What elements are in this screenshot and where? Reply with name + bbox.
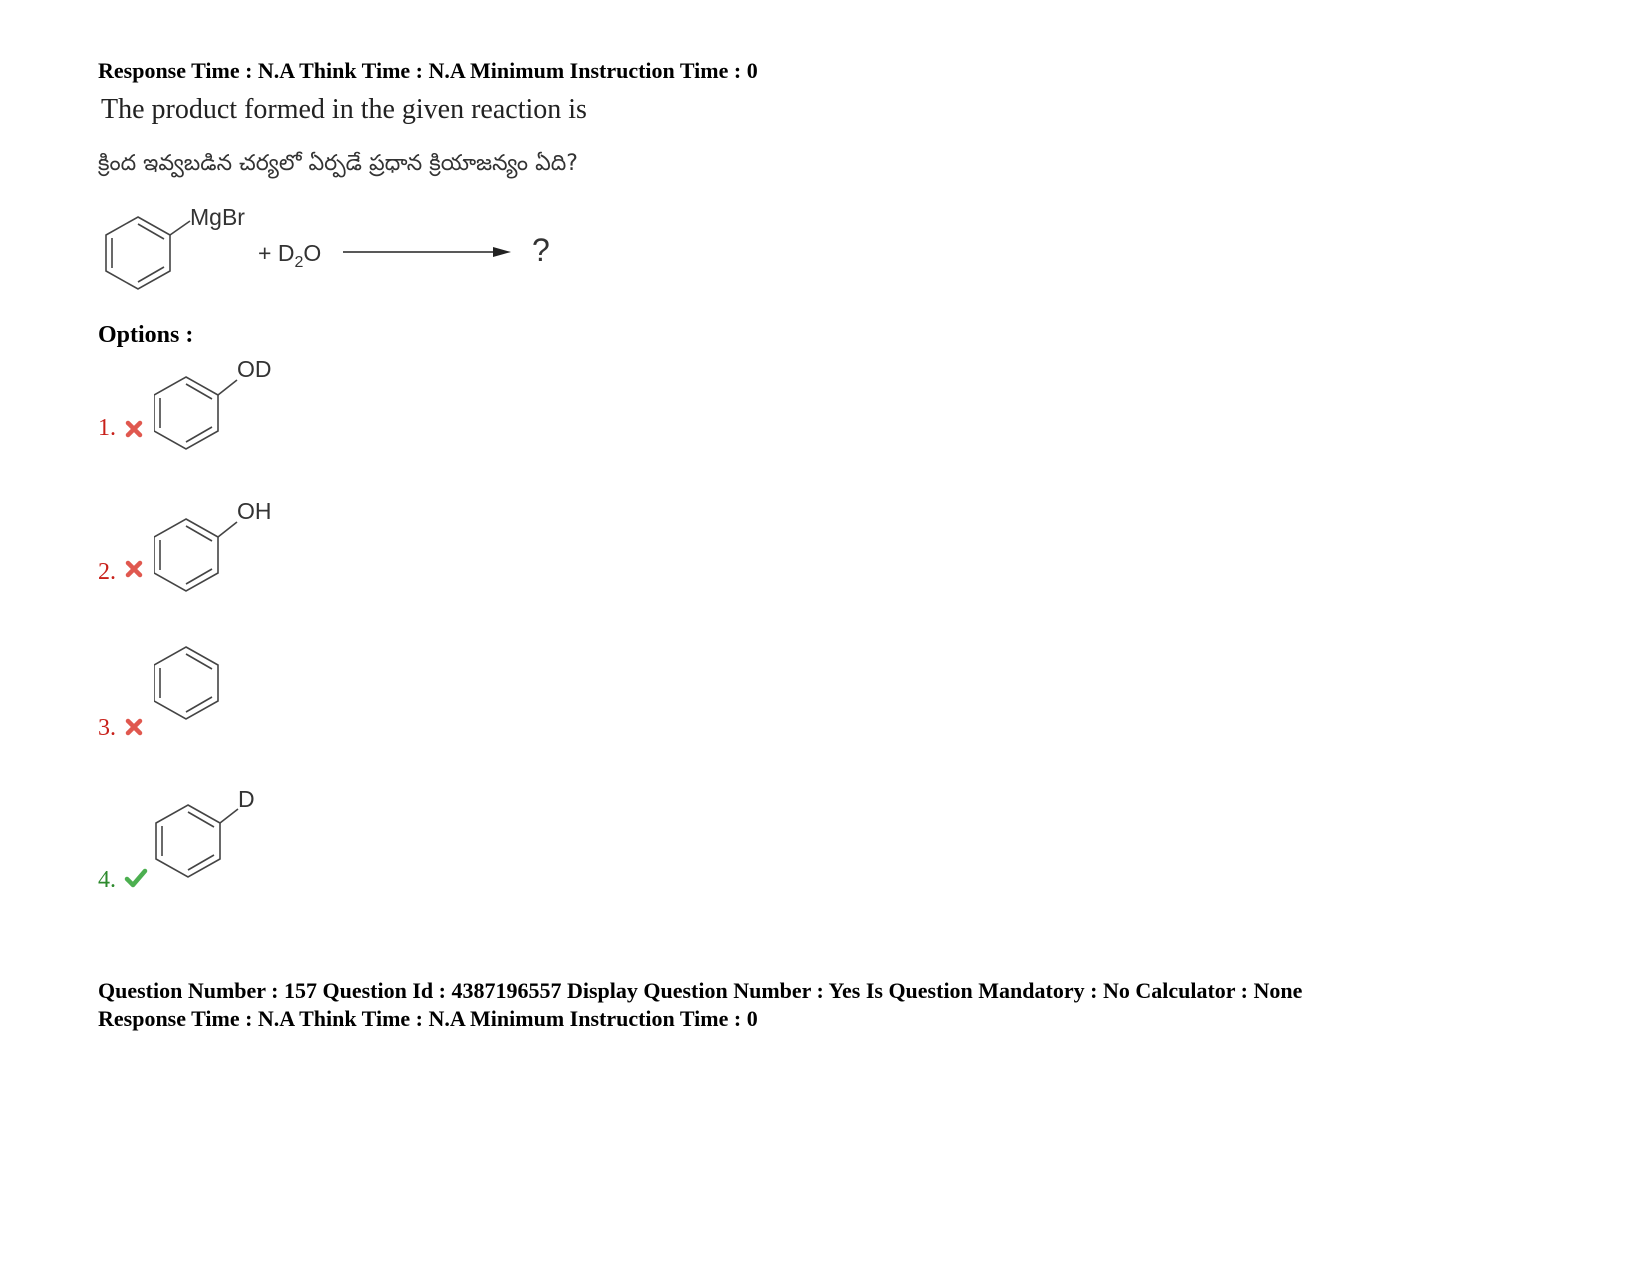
cross-icon <box>124 419 144 439</box>
product-unknown: ? <box>532 232 550 268</box>
option-4 <box>98 787 338 897</box>
cross-icon <box>124 559 144 579</box>
benzene-ring-reactant <box>106 217 190 289</box>
option-2 <box>98 499 338 609</box>
check-icon <box>124 867 148 889</box>
option-2-structure <box>154 499 324 599</box>
option-4-structure <box>154 787 324 887</box>
reaction-arrow-head <box>493 247 511 257</box>
timing-line-bottom: Response Time : N.A Think Time : N.A Minimum Instruction Time : 0 <box>98 1006 758 1031</box>
option-number: 2. <box>98 559 116 585</box>
option-4-substituent: D <box>238 787 255 812</box>
reactant-substituent: MgBr <box>190 205 245 230</box>
option-3 <box>98 645 338 755</box>
option-1-substituent: OD <box>237 356 272 382</box>
reaction-scheme <box>98 205 618 315</box>
option-number: 4. <box>98 867 116 893</box>
question-info-line: Question Number : 157 Question Id : 4387196557 Display Question Number : Yes Is Question Mandatory : No Calculator : None <box>98 978 1303 1003</box>
option-2-substituent: OH <box>237 499 272 524</box>
option-number: 3. <box>98 715 116 741</box>
reaction-diagram <box>98 205 618 315</box>
options-label: Options : <box>98 322 194 348</box>
reagent-label: + $D_2O$ <box>258 240 322 271</box>
option-1 <box>98 355 338 465</box>
timing-line-top: Response Time : N.A Think Time : N.A Minimum Instruction Time : 0 <box>98 58 758 83</box>
option-3-structure <box>154 645 324 745</box>
cross-icon <box>124 717 144 737</box>
option-1-structure <box>154 355 324 455</box>
question-text-telugu: క్రింద ఇవ్వబడిన చర్యలో ఏర్పడే ప్రధాన క్రియాజన్యం ఏది? <box>98 151 578 176</box>
question-text-english: The product formed in the given reaction is <box>101 94 587 125</box>
option-number: 1. <box>98 415 116 441</box>
